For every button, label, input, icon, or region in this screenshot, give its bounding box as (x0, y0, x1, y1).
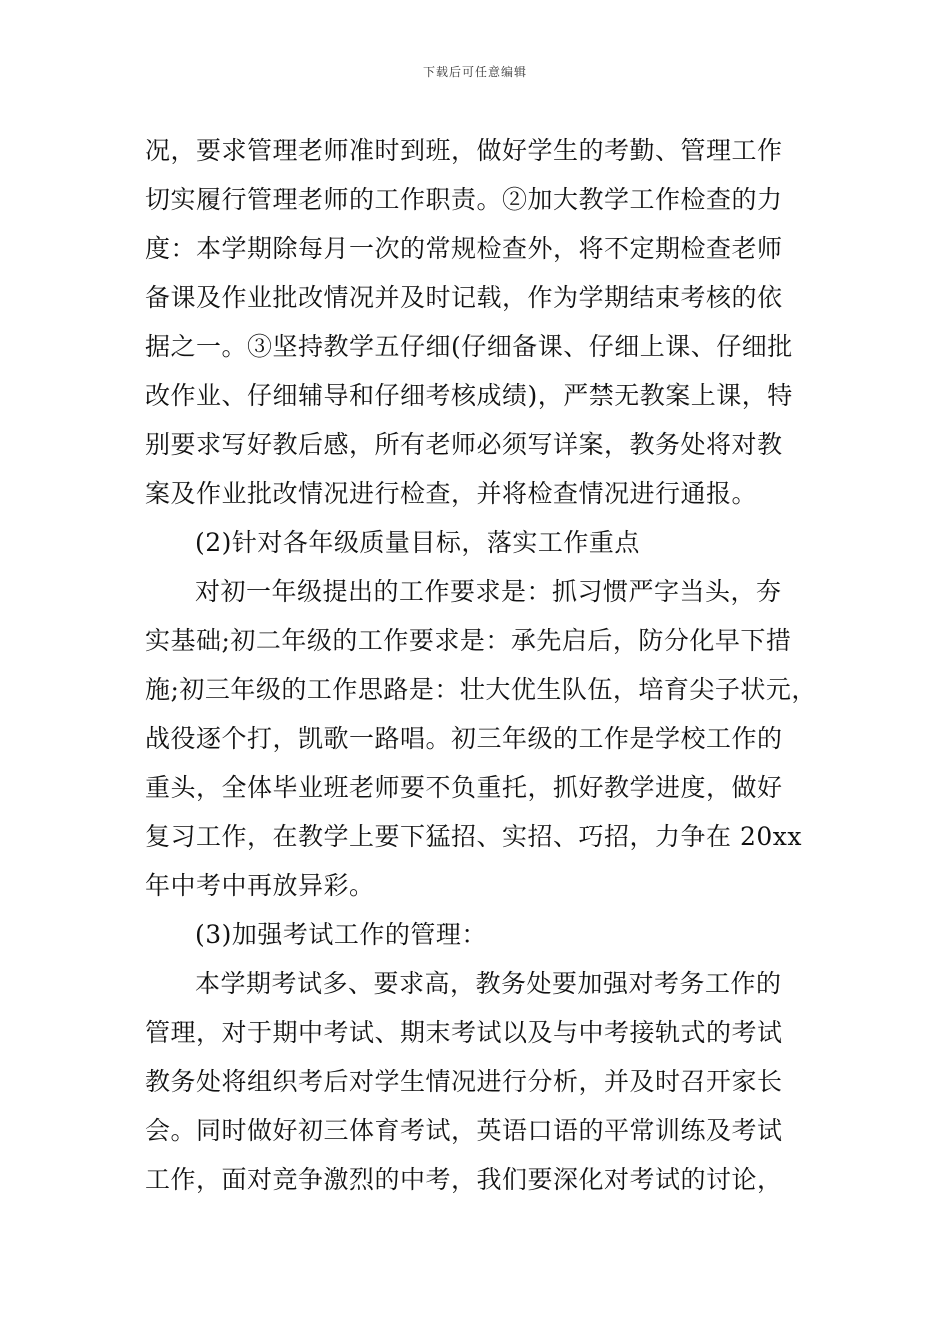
text-line: 备课及作业批改情况并及时记载，作为学期结束考核的依 (145, 283, 783, 312)
text-line: 会。同时做好初三体育考试，英语口语的平常训练及考试 (145, 1116, 783, 1145)
text-line: 重头，全体毕业班老师要不负重托，抓好教学进度，做好 (145, 773, 783, 802)
text-line: 据之一。③坚持教学五仔细(仔细备课、仔细上课、仔细批 (145, 332, 793, 361)
text-line: 案及作业批改情况进行检查，并将检查情况进行通报。 (145, 479, 758, 508)
text-line: 况，要求管理老师准时到班，做好学生的考勤、管理工作 (145, 136, 783, 165)
text-line: 实基础;初二年级的工作要求是：承先启后，防分化早下措 (145, 626, 792, 655)
text-line: 管理，对于期中考试、期末考试以及与中考接轨式的考试 (145, 1018, 783, 1047)
text-line: (3)加强考试工作的管理： (195, 920, 487, 949)
text-line: 对初一年级提出的工作要求是：抓习惯严字当头，夯 (195, 577, 782, 606)
text-line: 教务处将组织考后对学生情况进行分析，并及时召开家长 (145, 1067, 783, 1096)
text-line: 切实履行管理老师的工作职责。②加大教学工作检查的力 (145, 185, 783, 214)
text-line: 战役逐个打，凯歌一路唱。初三年级的工作是学校工作的 (145, 724, 783, 753)
page-header: 下载后可任意编辑 (422, 65, 527, 79)
document-body (145, 126, 825, 1204)
text-line: 复习工作，在教学上要下猛招、实招、巧招，力争在 20xx (145, 822, 802, 851)
text-line: 改作业、仔细辅导和仔细考核成绩)，严禁无教案上课，特 (145, 381, 793, 410)
text-line: 年中考中再放异彩。 (145, 871, 375, 900)
text-line: 工作，面对竞争激烈的中考，我们要深化对考试的讨论， (145, 1165, 783, 1194)
text-line: 度：本学期除每月一次的常规检查外，将不定期检查老师 (145, 234, 783, 263)
text-line: (2)针对各年级质量目标，落实工作重点 (195, 528, 640, 557)
text-line: 本学期考试多、要求高，教务处要加强对考务工作的 (195, 969, 782, 998)
text-line: 施;初三年级的工作思路是：壮大优生队伍，培育尖子状元， (145, 675, 817, 704)
text-line: 别要求写好教后感，所有老师必须写详案，教务处将对教 (145, 430, 783, 459)
